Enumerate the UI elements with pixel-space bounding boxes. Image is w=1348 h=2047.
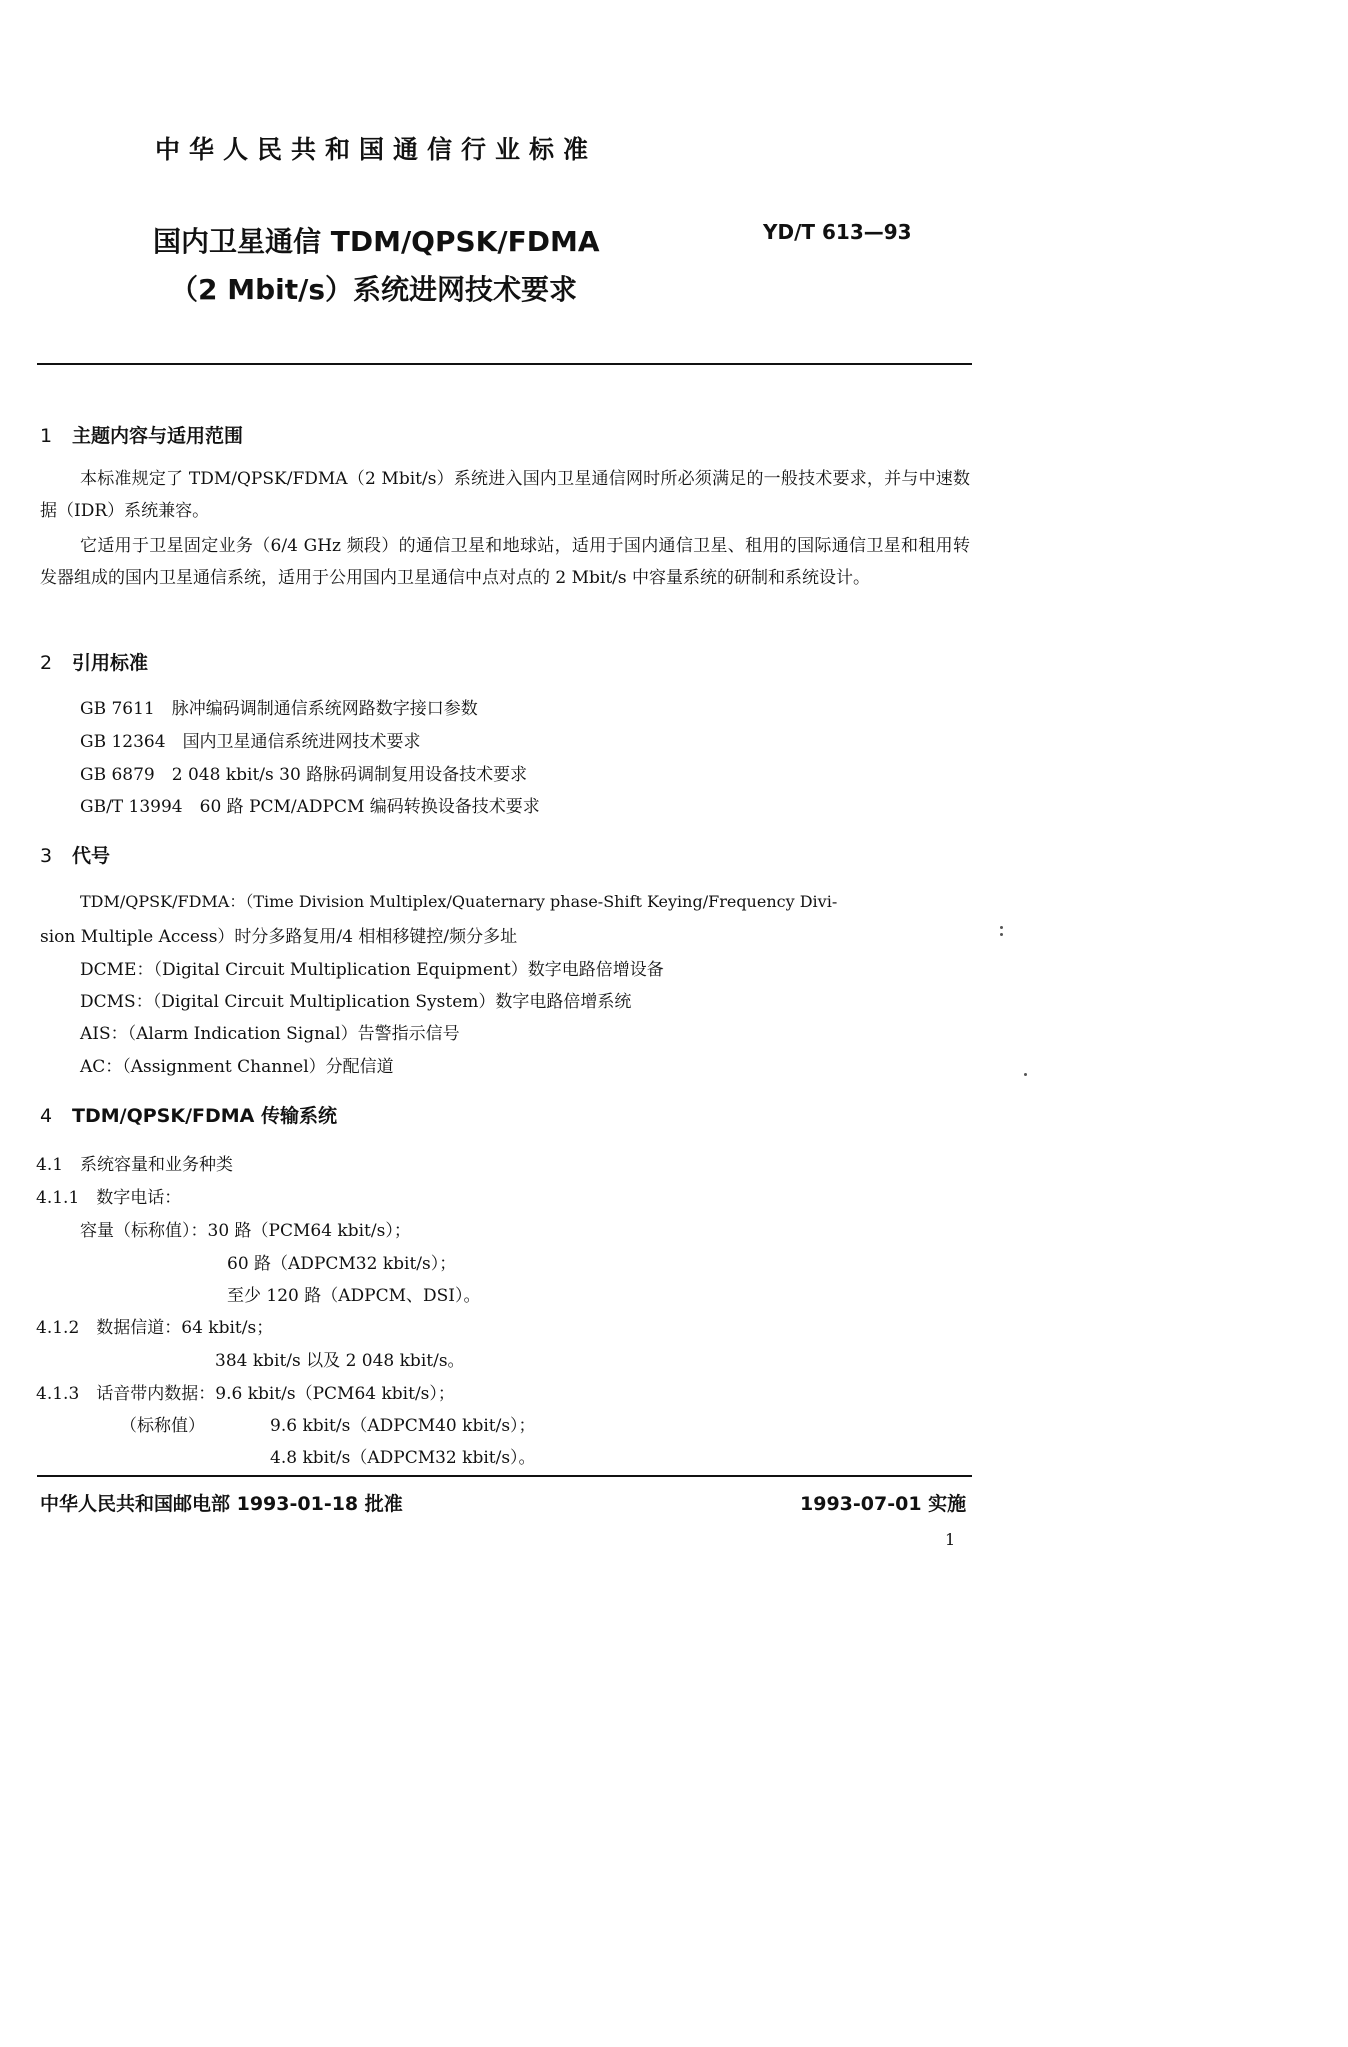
- abbrev-dcme: DCME：（Digital Circuit Multiplication Equipment）数字电路倍增设备: [80, 960, 664, 980]
- reference-code: GB/T 13994: [80, 797, 183, 817]
- reference-item: [80, 694, 478, 719]
- abbrev-dcms: DCMS：（Digital Circuit Multiplication System）数字电路倍增系统: [80, 992, 632, 1012]
- abbrev-ac: AC：（Assignment Channel）分配信道: [80, 1057, 394, 1077]
- voiceband-line-2: 9.6 kbit/s（ADPCM40 kbit/s）；: [270, 1416, 536, 1436]
- header-rule: [37, 363, 972, 365]
- voiceband-line-3: 4.8 kbit/s（ADPCM32 kbit/s）。: [270, 1448, 536, 1468]
- section-4-heading: [40, 1101, 337, 1128]
- reference-title: 2 048 kbit/s 30 路脉码调制复用设备技术要求: [171, 765, 528, 785]
- reference-code: GB 12364: [80, 732, 166, 752]
- subsection-4-1: 4.1 系统容量和业务种类: [36, 1155, 234, 1175]
- section-1-heading: [40, 421, 243, 448]
- reference-code: GB 6879: [80, 765, 155, 785]
- implementation-date: 1993-07-01 实施: [800, 1493, 967, 1515]
- capacity-line-3: 至少 120 路（ADPCM、DSI）。: [227, 1286, 481, 1306]
- section-title: 引用标准: [72, 652, 149, 674]
- subsection-4-1-3: 4.1.3 话音带内数据：9.6 kbit/s（PCM64 kbit/s）；: [36, 1384, 455, 1404]
- section-number: 2: [40, 652, 53, 674]
- section-title: 代号: [72, 845, 111, 867]
- scan-speck: [1000, 926, 1003, 929]
- scan-speck: [1024, 1073, 1027, 1076]
- page-number: 1: [945, 1530, 956, 1549]
- subsection-4-1-2: 4.1.2 数据信道：64 kbit/s；: [36, 1318, 274, 1338]
- abbrev-tdm-line-1: TDM/QPSK/FDMA：（Time Division Multiplex/Quaternary phase-Shift Keying/Frequency Divi-: [80, 892, 838, 911]
- reference-item: [80, 760, 527, 785]
- section-1-paragraph-1: 本标准规定了 TDM/QPSK/FDMA（2 Mbit/s）系统进入国内卫星通信网时所必须满足的一般技术要求，并与中速数据（IDR）系统兼容。: [40, 469, 970, 521]
- nominal-label: （标称值）: [120, 1416, 205, 1436]
- section-title: 主题内容与适用范围: [72, 425, 244, 447]
- data-channel-line-2: 384 kbit/s 以及 2 048 kbit/s。: [215, 1351, 465, 1371]
- reference-code: GB 7611: [80, 699, 155, 719]
- standard-code: YD/T 613—93: [763, 220, 912, 244]
- subsection-4-1-1: 4.1.1 数字电话：: [36, 1188, 182, 1208]
- approval-date: 中华人民共和国邮电部 1993-01-18 批准: [40, 1493, 403, 1515]
- reference-title: 脉冲编码调制通信系统网路数字接口参数: [171, 699, 478, 719]
- reference-item: [80, 727, 421, 752]
- reference-title: 60 路 PCM/ADPCM 编码转换设备技术要求: [199, 797, 540, 817]
- section-title: TDM/QPSK/FDMA 传输系统: [72, 1105, 337, 1127]
- abbrev-ais: AIS：（Alarm Indication Signal）告警指示信号: [80, 1024, 460, 1044]
- title-line-2: （2 Mbit/s）系统进网技术要求: [170, 273, 578, 306]
- reference-item: [80, 792, 540, 817]
- section-2-heading: [40, 648, 148, 675]
- abbrev-tdm-line-2: sion Multiple Access）时分多路复用/4 相相移键控/频分多址: [40, 927, 518, 947]
- section-number: 4: [40, 1105, 53, 1127]
- section-number: 3: [40, 845, 53, 867]
- reference-title: 国内卫星通信系统进网技术要求: [182, 732, 421, 752]
- section-3-heading: [40, 841, 110, 868]
- capacity-line-1: 容量（标称值）：30 路（PCM64 kbit/s）；: [80, 1221, 411, 1241]
- scan-speck: [1000, 933, 1003, 936]
- standard-header: 中华人民共和国通信行业标准: [155, 135, 598, 164]
- title-line-1: 国内卫星通信 TDM/QPSK/FDMA: [153, 225, 600, 258]
- section-number: 1: [40, 425, 53, 447]
- footer-rule: [37, 1475, 972, 1477]
- capacity-line-2: 60 路（ADPCM32 kbit/s）；: [227, 1254, 457, 1274]
- section-1-paragraph-2: 它适用于卫星固定业务（6/4 GHz 频段）的通信卫星和地球站，适用于国内通信卫星、租用的国际通信卫星和租用转发器组成的国内卫星通信系统，适用于公用国内卫星通信中点对点的 2 Mbit/s 中容量系统的研制和系统设计。: [40, 536, 970, 588]
